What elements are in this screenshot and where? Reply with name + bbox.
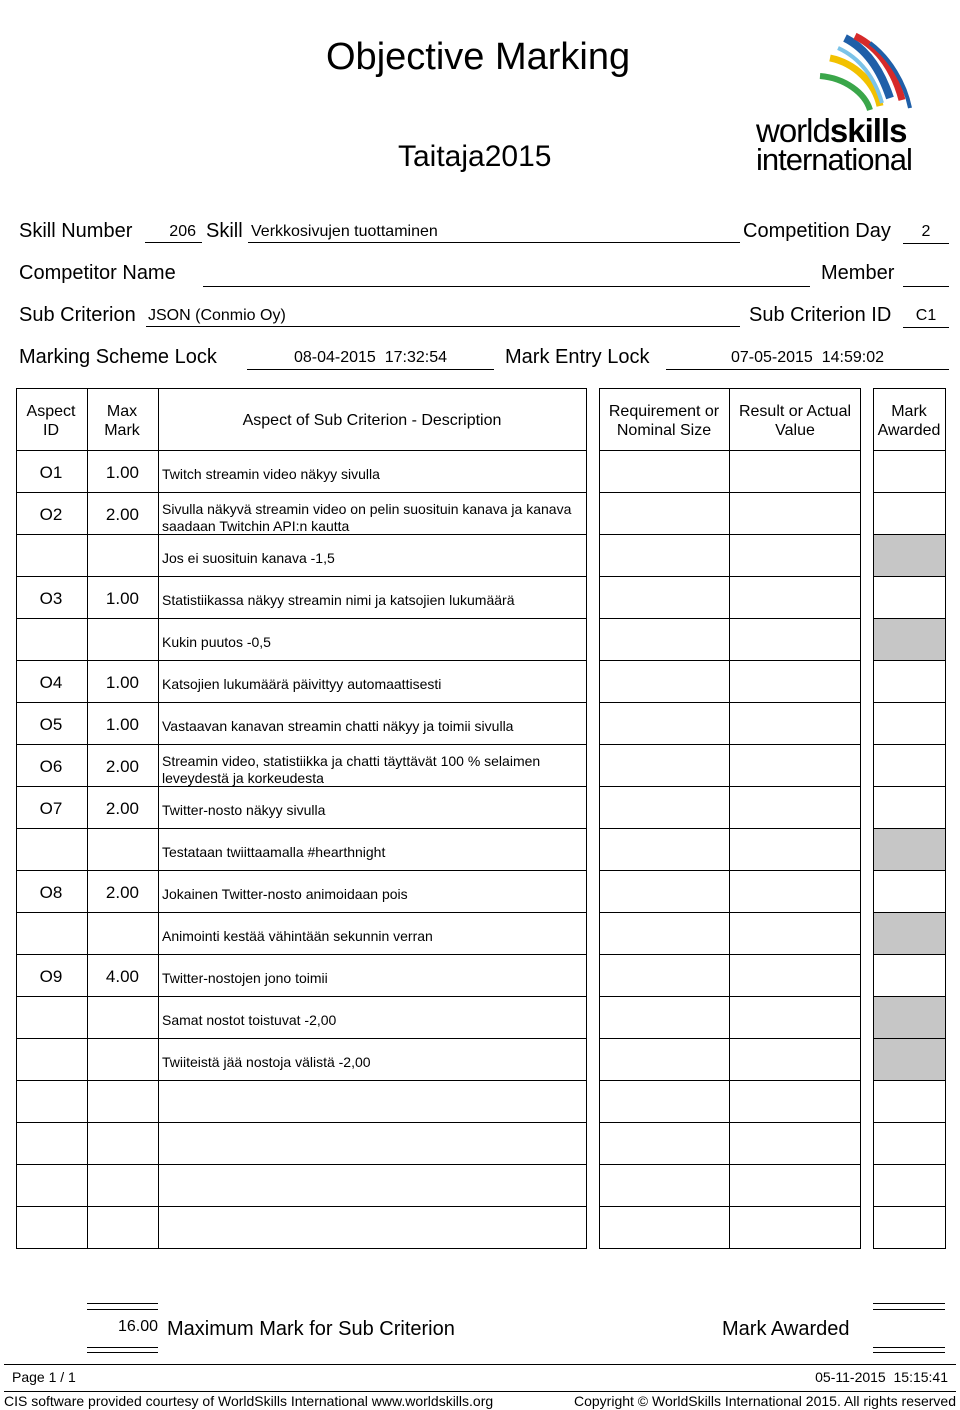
table-row-rule <box>599 1206 730 1207</box>
table-row-rule <box>730 912 861 913</box>
max-mark: 1.00 <box>105 715 139 734</box>
member-field <box>903 268 949 287</box>
table-row-rule <box>730 1164 861 1165</box>
aspect-description: Twitter-nostojen jono toimii <box>162 970 328 986</box>
max-mark: 1.00 <box>105 673 139 692</box>
table-row-rule <box>599 744 730 745</box>
aspect-description: Streamin video, statistiikka ja chatti täyttävät 100 % selaimen leveydestä ja korkeudesta <box>162 753 541 786</box>
header-requirement: Requirement or Nominal Size <box>608 403 720 439</box>
table-row-rule <box>16 1080 587 1081</box>
sub-criterion-id-label: Sub Criterion ID <box>749 304 892 326</box>
table-header-rule <box>873 450 946 451</box>
skill-label: Skill <box>206 220 243 242</box>
aspect-id: O9 <box>39 967 63 986</box>
table-row-rule <box>873 660 946 661</box>
skill-number-label: Skill Number <box>19 220 133 242</box>
aspect-description: Jokainen Twitter-nosto animoidaan pois <box>162 886 408 902</box>
max-mark: 4.00 <box>105 967 139 986</box>
table-row-rule <box>16 1038 587 1039</box>
header-result: Result or Actual Value <box>738 403 852 439</box>
table-row-rule <box>873 492 946 493</box>
table-top-rule <box>16 388 587 389</box>
table-row-rule <box>16 744 587 745</box>
shaded-awarded-cell <box>874 1039 945 1080</box>
aspect-id: O8 <box>39 883 63 902</box>
mark-awarded-label: Mark Awarded <box>722 1318 850 1340</box>
aspect-id: O4 <box>39 673 63 692</box>
table-row-rule <box>730 702 861 703</box>
aspect-description: Testataan twiittaamalla #hearthnight <box>162 844 386 860</box>
table-row-rule <box>730 954 861 955</box>
aspect-id: O7 <box>39 799 63 818</box>
max-mark: 2.00 <box>105 799 139 818</box>
table-row-rule <box>730 1248 861 1249</box>
footer-band <box>4 1364 956 1392</box>
sub-criterion-id-value: C1 <box>903 307 949 328</box>
aspect-description: Vastaavan kanavan streamin chatti näkyy ja toimii sivulla <box>162 718 514 734</box>
table-row-rule <box>730 1038 861 1039</box>
total-awarded-top-rule <box>873 1303 945 1310</box>
shaded-awarded-cell <box>874 829 945 870</box>
mark-entry-lock-value: 07-05-2015 14:59:02 <box>666 349 949 370</box>
aspect-description: Statistiikassa näkyy streamin nimi ja katsojien lukumäärä <box>162 592 515 608</box>
table-row-rule <box>599 1122 730 1123</box>
table-top-rule <box>599 388 861 389</box>
aspect-id: O2 <box>39 505 63 524</box>
table-row-rule <box>16 1122 587 1123</box>
competition-day-label: Competition Day <box>743 220 891 242</box>
table-row-rule <box>599 1164 730 1165</box>
total-max-bottom-rule <box>87 1347 158 1353</box>
table-row-rule <box>16 660 587 661</box>
max-mark: 2.00 <box>105 757 139 776</box>
table-row-rule <box>599 912 730 913</box>
total-max-value: 16.00 <box>117 1318 158 1335</box>
table-row-rule <box>16 1206 587 1207</box>
page-title: Objective Marking <box>326 36 631 78</box>
table-row-rule <box>599 1038 730 1039</box>
table-column-rule <box>860 388 861 1248</box>
table-row-rule <box>873 744 946 745</box>
table-row-rule <box>16 618 587 619</box>
table-column-rule <box>945 388 946 1248</box>
table-row-rule <box>730 1122 861 1123</box>
table-row-rule <box>16 1248 587 1249</box>
aspect-id: O1 <box>39 463 63 482</box>
skill-number-value: 206 <box>145 223 202 243</box>
total-awarded-bottom-rule <box>873 1347 945 1353</box>
sub-criterion-label: Sub Criterion <box>19 304 136 326</box>
logo-text-international: international <box>756 142 912 177</box>
table-row-rule <box>599 996 730 997</box>
table-row-rule <box>730 786 861 787</box>
max-mark: 2.00 <box>105 883 139 902</box>
table-row-rule <box>16 1164 587 1165</box>
table-row-rule <box>730 660 861 661</box>
aspect-id: O3 <box>39 589 63 608</box>
header-aspect-id: Aspect ID <box>26 403 76 439</box>
skill-value: Verkkosivujen tuottaminen <box>248 223 740 243</box>
table-row-rule <box>873 1080 946 1081</box>
table-row-rule <box>599 660 730 661</box>
aspect-description: Kukin puutos -0,5 <box>162 634 271 650</box>
copyright: Copyright © WorldSkills International 2015. All rights reserved <box>573 1393 956 1409</box>
table-row-rule <box>730 534 861 535</box>
competitor-name-label: Competitor Name <box>19 262 176 284</box>
table-row-rule <box>599 1248 730 1249</box>
table-row-rule <box>730 828 861 829</box>
header-description: Aspect of Sub Criterion - Description <box>242 412 502 429</box>
table-row-rule <box>16 870 587 871</box>
table-column-rule <box>158 388 159 1248</box>
aspect-description: Samat nostot toistuvat -2,00 <box>162 1012 337 1028</box>
aspect-id: O6 <box>39 757 63 776</box>
marking-scheme-lock-value: 08-04-2015 17:32:54 <box>247 349 494 370</box>
page-number: Page 1 / 1 <box>12 1369 76 1385</box>
table-row-rule <box>730 996 861 997</box>
worldskills-logo <box>730 28 930 178</box>
table-row-rule <box>599 828 730 829</box>
table-row-rule <box>16 996 587 997</box>
sub-criterion-value: JSON (Conmio Oy) <box>146 307 740 327</box>
member-label: Member <box>821 262 895 284</box>
aspect-description: Twitch streamin video näkyy sivulla <box>162 466 380 482</box>
table-row-rule <box>730 744 861 745</box>
shaded-awarded-cell <box>874 997 945 1038</box>
table-row-rule <box>873 1122 946 1123</box>
shaded-awarded-cell <box>874 913 945 954</box>
table-row-rule <box>730 1206 861 1207</box>
competitor-name-field <box>203 268 810 287</box>
logo-mark-icon <box>730 28 930 118</box>
table-top-rule <box>873 388 946 389</box>
table-row-rule <box>873 1206 946 1207</box>
table-row-rule <box>599 1080 730 1081</box>
table-row-rule <box>16 702 587 703</box>
table-row-rule <box>730 576 861 577</box>
table-row-rule <box>599 954 730 955</box>
table-row-rule <box>873 786 946 787</box>
shaded-awarded-cell <box>874 535 945 576</box>
table-row-rule <box>599 618 730 619</box>
table-row-rule <box>873 1248 946 1249</box>
aspect-description: Twiiteistä jää nostoja välistä -2,00 <box>162 1054 371 1070</box>
table-row-rule <box>873 702 946 703</box>
aspect-description: Sivulla näkyvä streamin video on pelin suosituin kanava ja kanava saadaan Twitchin API:n kautta <box>162 501 572 534</box>
aspect-description: Twitter-nosto näkyy sivulla <box>162 802 326 818</box>
table-row-rule <box>599 492 730 493</box>
shaded-awarded-cell <box>874 619 945 660</box>
print-timestamp: 05-11-2015 15:15:41 <box>815 1369 948 1385</box>
competition-day-value: 2 <box>903 223 949 244</box>
table-column-rule <box>729 388 730 1248</box>
table-row-rule <box>873 870 946 871</box>
table-row-rule <box>16 828 587 829</box>
table-column-rule <box>873 388 874 1248</box>
aspect-id: O5 <box>39 715 63 734</box>
software-credit: CIS software provided courtesy of WorldSkills International www.worldskills.org <box>4 1393 494 1409</box>
table-row-rule <box>16 576 587 577</box>
mark-entry-lock-label: Mark Entry Lock <box>505 346 650 368</box>
table-header-rule <box>16 450 587 451</box>
table-column-rule <box>599 388 600 1248</box>
table-row-rule <box>730 618 861 619</box>
total-max-label: Maximum Mark for Sub Criterion <box>167 1318 455 1340</box>
table-row-rule <box>730 1080 861 1081</box>
max-mark: 1.00 <box>105 589 139 608</box>
table-row-rule <box>599 702 730 703</box>
marking-scheme-lock-label: Marking Scheme Lock <box>19 346 217 368</box>
header-max-mark: Max Mark <box>104 403 140 439</box>
total-max-top-rule <box>87 1303 158 1310</box>
table-row-rule <box>873 1164 946 1165</box>
table-row-rule <box>599 534 730 535</box>
table-row-rule <box>16 954 587 955</box>
table-row-rule <box>599 870 730 871</box>
aspect-description: Animointi kestää vähintään sekunnin verran <box>162 928 433 944</box>
max-mark: 1.00 <box>105 463 139 482</box>
max-mark: 2.00 <box>105 505 139 524</box>
aspect-description: Jos ei suosituin kanava -1,5 <box>162 550 335 566</box>
header-mark-awarded: Mark Awarded <box>877 403 941 439</box>
table-column-rule <box>586 388 587 1248</box>
aspect-description: Katsojien lukumäärä päivittyy automaattisesti <box>162 676 442 692</box>
table-row-rule <box>16 912 587 913</box>
table-row-rule <box>730 870 861 871</box>
table-row-rule <box>16 492 587 493</box>
table-header-rule <box>599 450 861 451</box>
competition-name: Taitaja2015 <box>398 140 552 173</box>
table-row-rule <box>730 492 861 493</box>
table-row-rule <box>599 786 730 787</box>
table-row-rule <box>873 954 946 955</box>
logo-text: worldskills <box>756 112 907 149</box>
table-row-rule <box>599 576 730 577</box>
table-row-rule <box>873 576 946 577</box>
